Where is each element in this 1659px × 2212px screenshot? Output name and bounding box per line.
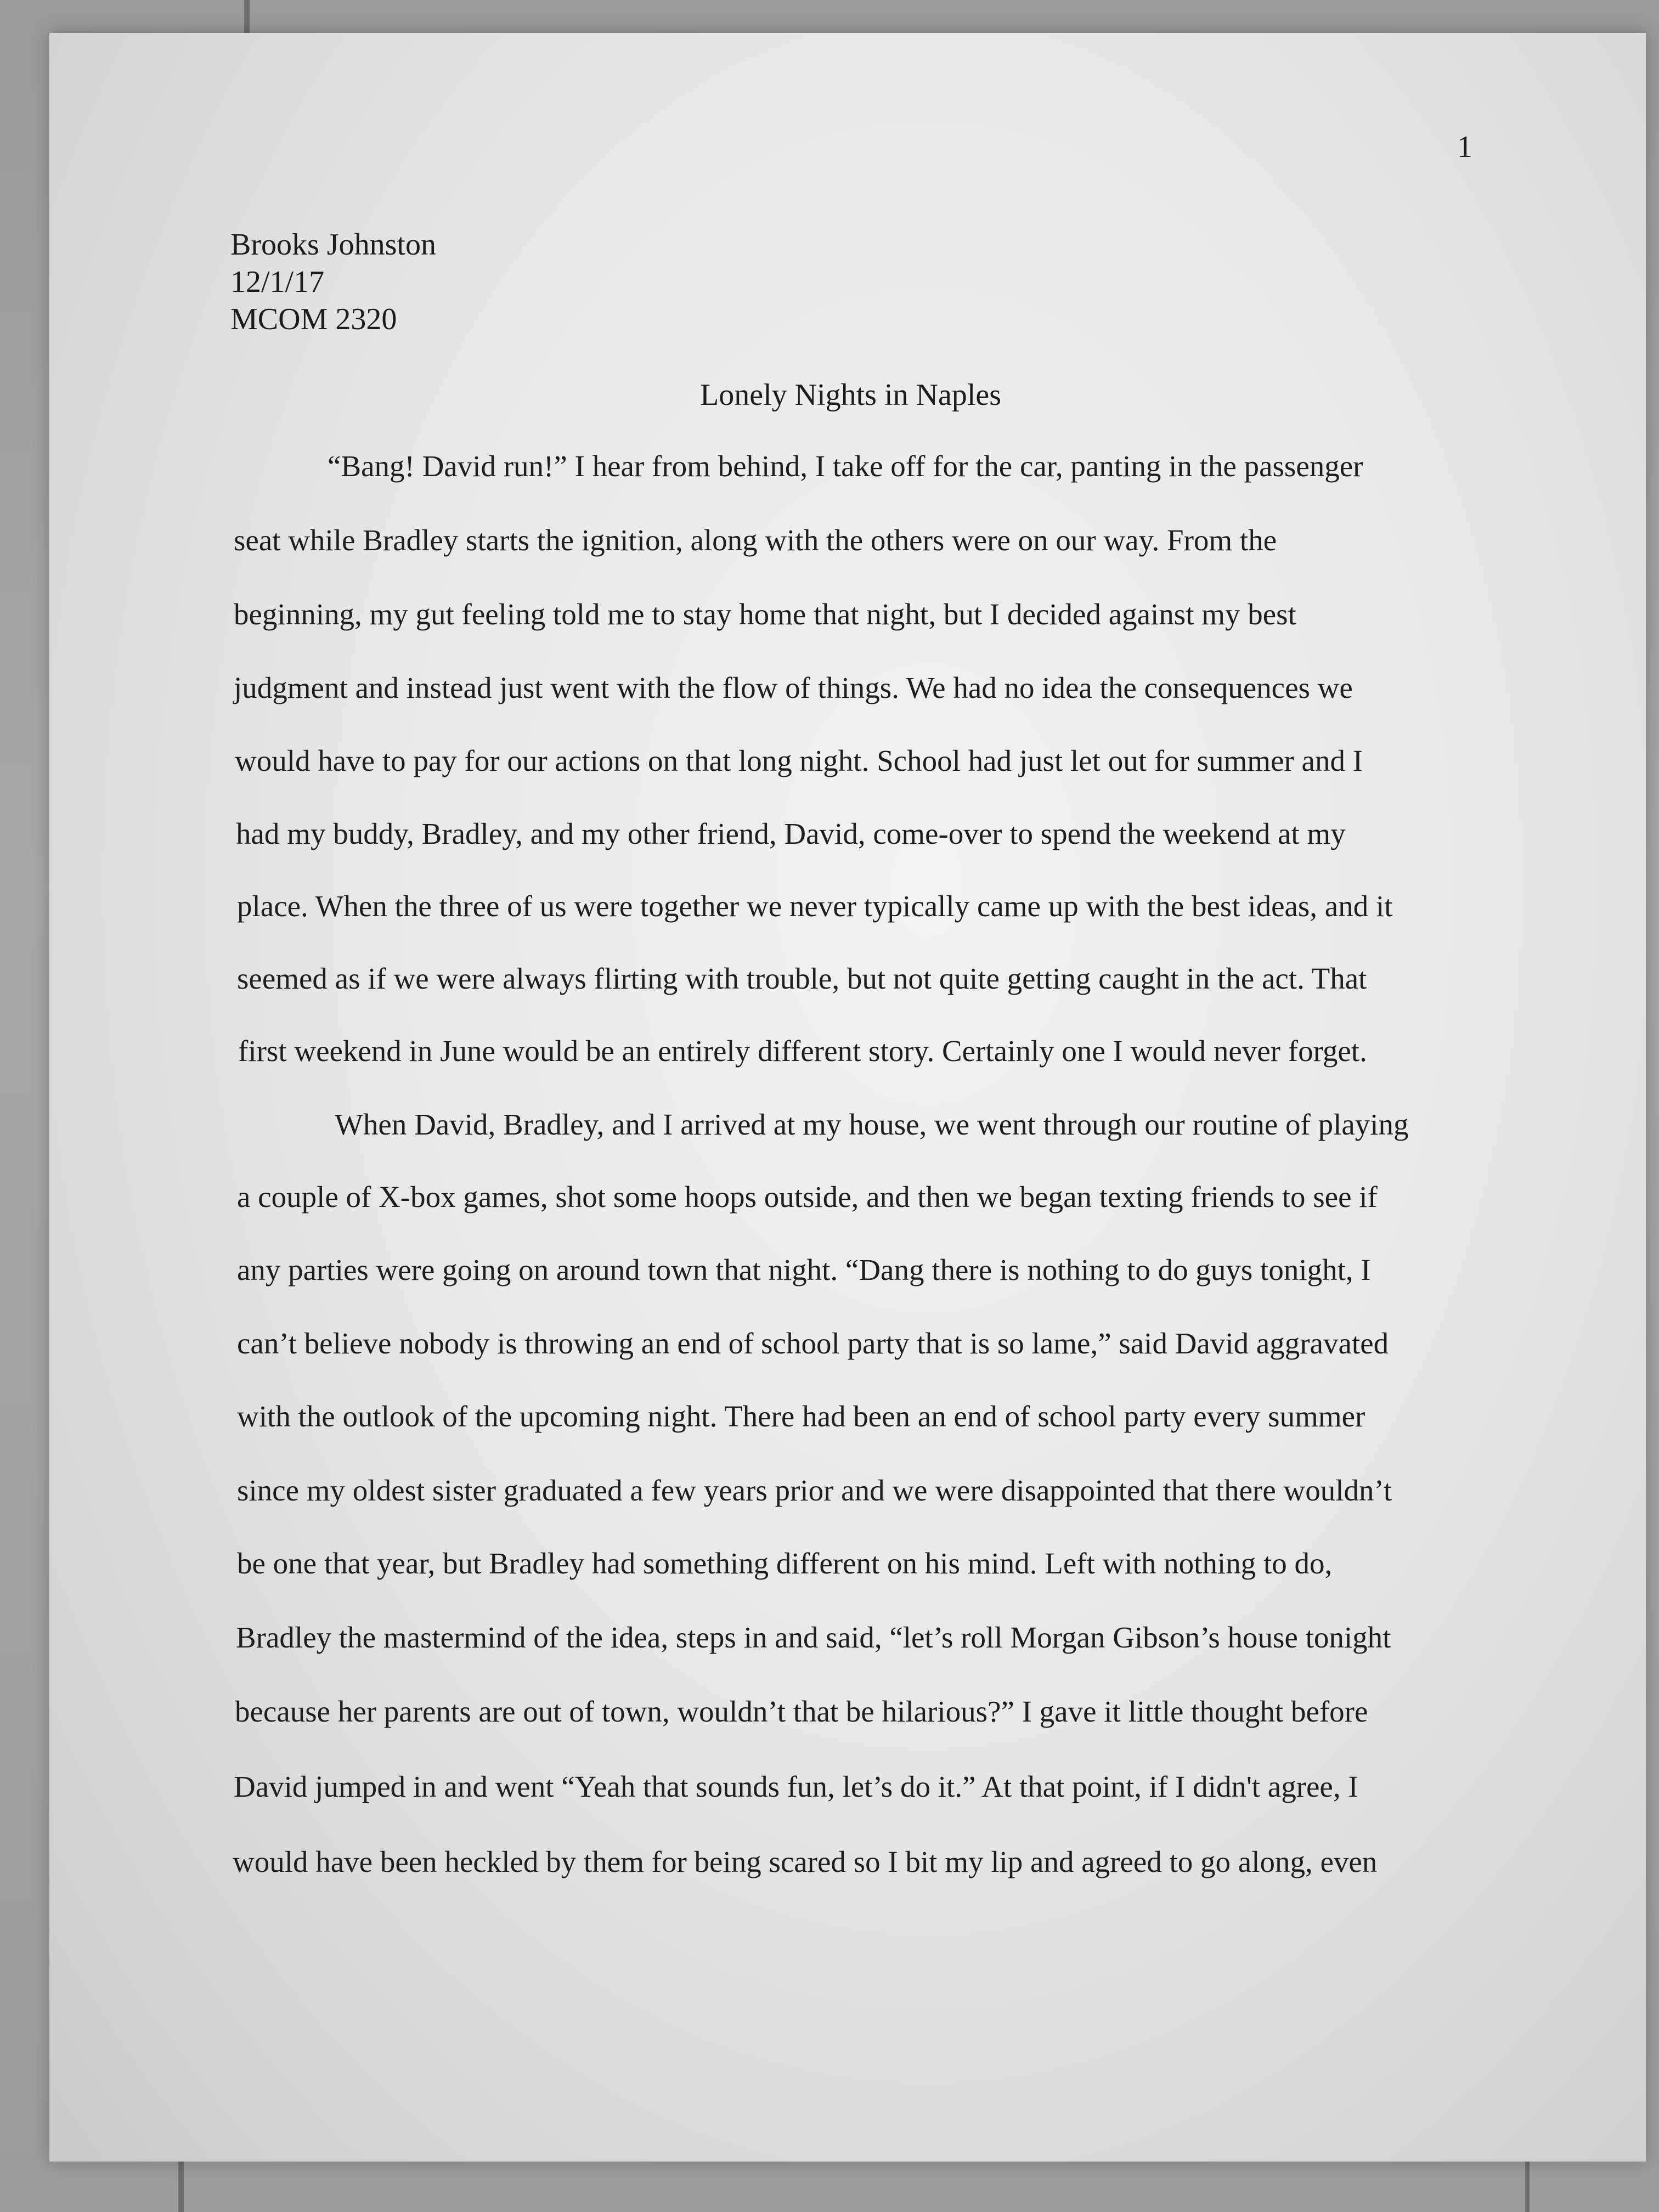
body-line: a couple of X-box games, shot some hoops outside, and then we began texting friends to see if <box>237 1180 1378 1214</box>
floor-seam-bottom-left <box>178 2162 184 2212</box>
body-line: Bradley the mastermind of the idea, steps in and said, “let’s roll Morgan Gibson’s house tonight <box>236 1621 1391 1654</box>
body-line: first weekend in June would be an entirely different story. Certainly one I would never forget. <box>238 1034 1367 1068</box>
header-block <box>230 226 436 338</box>
author-name: Brooks Johnston <box>230 228 436 262</box>
body-line: David jumped in and went “Yeah that sounds fun, let’s do it.” At that point, if I didn't agree, I <box>234 1770 1358 1803</box>
paper-sheet <box>49 33 1646 2162</box>
course-code: MCOM 2320 <box>230 302 397 336</box>
date: 12/1/17 <box>230 265 325 299</box>
body-line: would have to pay for our actions on that long night. School had just let out for summer and I <box>235 744 1363 777</box>
body-line: When David, Bradley, and I arrived at my house, we went through our routine of playing <box>335 1108 1409 1141</box>
body-line: place. When the three of us were together we never typically came up with the best ideas, and it <box>237 889 1393 923</box>
body-line: would have been heckled by them for being scared so I bit my lip and agreed to go along, even <box>233 1845 1378 1878</box>
body-line: because her parents are out of town, wouldn’t that be hilarious?” I gave it little thought before <box>235 1695 1368 1728</box>
body-line: had my buddy, Bradley, and my other friend, David, come-over to spend the weekend at my <box>236 817 1346 850</box>
body-line: any parties were going on around town that night. “Dang there is nothing to do guys tonight, I <box>237 1253 1371 1286</box>
body-line: since my oldest sister graduated a few years prior and we were disappointed that there wouldn’t <box>237 1474 1392 1507</box>
body-line: be one that year, but Bradley had something different on his mind. Left with nothing to do, <box>237 1547 1333 1580</box>
body-line: seat while Bradley starts the ignition, along with the others were on our way. From the <box>234 523 1277 557</box>
body-line: beginning, my gut feeling told me to stay home that night, but I decided against my best <box>234 597 1296 631</box>
page-number: 1 <box>1457 130 1472 164</box>
body-line: with the outlook of the upcoming night. There had been an end of school party every summer <box>237 1400 1365 1433</box>
body-line: judgment and instead just went with the flow of things. We had no idea the consequences we <box>234 671 1353 704</box>
essay-title: Lonely Nights in Naples <box>700 378 1002 412</box>
body-line: “Bang! David run!” I hear from behind, I take off for the car, panting in the passenger <box>328 449 1363 483</box>
floor-seam-bottom-right <box>1525 2162 1530 2212</box>
body-line: seemed as if we were always flirting with trouble, but not quite getting caught in the act. That <box>237 962 1367 995</box>
floor-seam-top <box>244 0 250 33</box>
body-line: can’t believe nobody is throwing an end of school party that is so lame,” said David aggravated <box>237 1327 1389 1360</box>
